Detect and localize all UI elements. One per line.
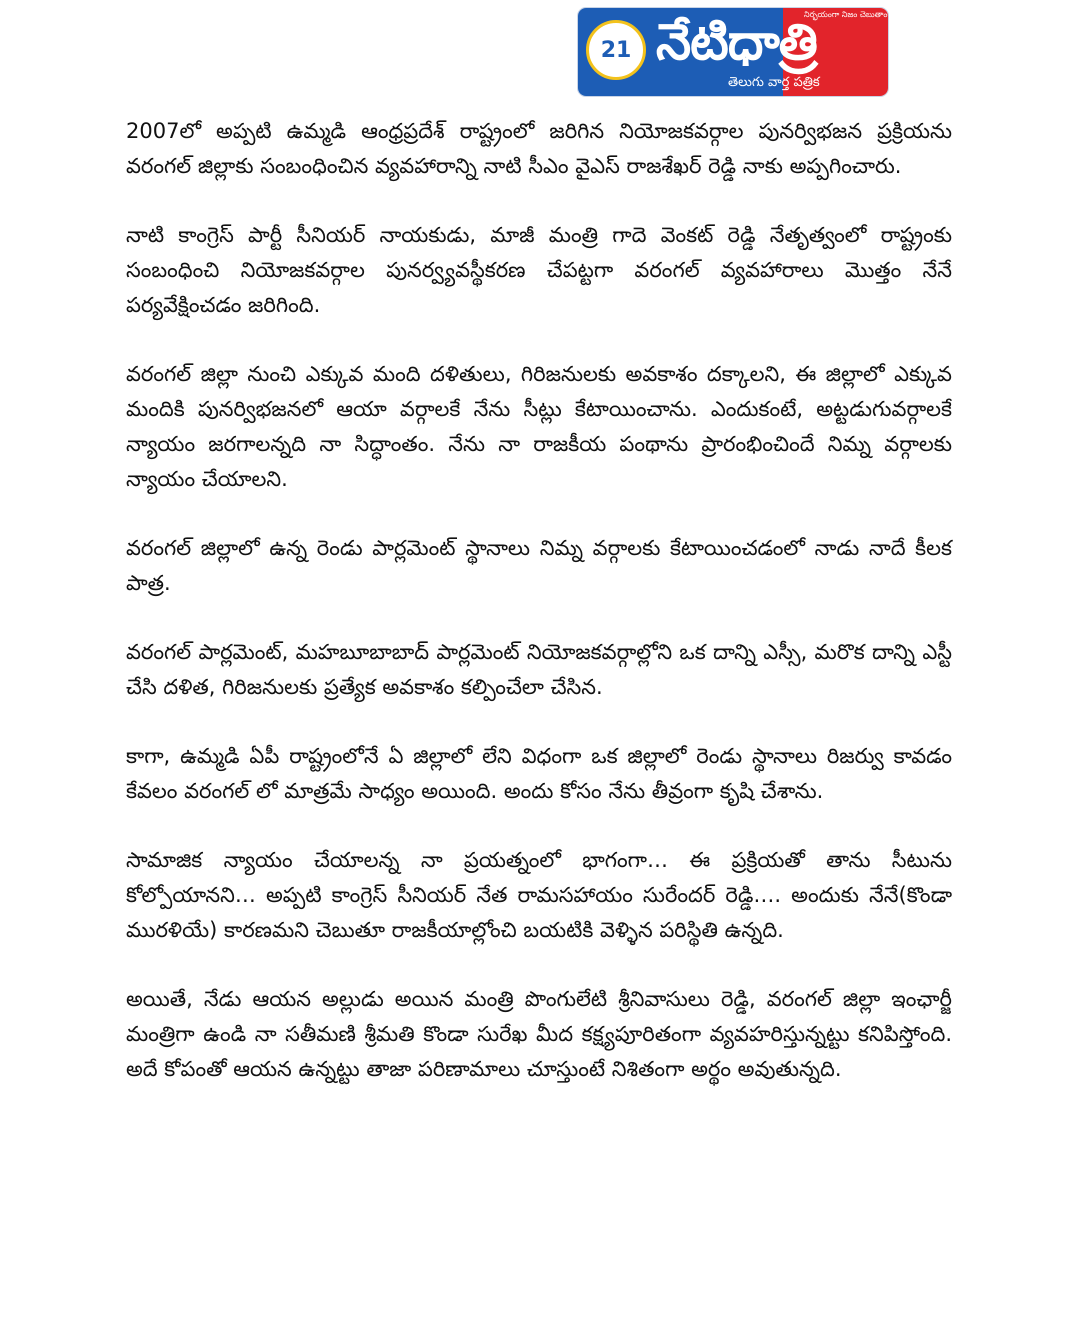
logo-name: నేటిధాత్రి — [656, 13, 817, 71]
paragraph-3: వరంగల్ జిల్లా నుంచి ఎక్కువ మంది దళితులు, గిరిజనులకు అవకాశం దక్కాలని, ఈ జిల్లాలో ఎక్కువ మందికి పునర్విభజనలో ఆయా వర్గాలకే నేను సీట్లు కేటాయించాను. ఎందుకంటే, అట్టడుగువర్గాలకే న్యాయం జరగాలన్నది నా సిద్ధాంతం. నేను నా రాజకీయ పంథాను ప్రారంభించిందే నిమ్న వర్గాలకు న్యాయం చేయాలని. — [126, 362, 952, 491]
newspaper-logo — [578, 8, 888, 96]
logo-tagline: తెలుగు వార్త పత్రిక — [728, 75, 820, 90]
paragraph-2: నాటి కాంగ్రెస్ పార్టీ సీనియర్ నాయకుడు, మాజీ మంత్రి గాదె వెంకట్ రెడ్డి నేతృత్వంలో రాష్ట్రంకు సంబంధించి నియోజకవర్గాల పునర్వ్యవస్థీకరణ చేపట్టగా వరంగల్ వ్యవహారాలు మొత్తం నేనే పర్యవేక్షించడం జరిగింది. — [126, 223, 952, 317]
article-body — [126, 114, 952, 1121]
logo-top-line: నిర్భయంగా నిజం చెబుతాం — [804, 10, 888, 19]
anniversary-badge: 21 — [586, 20, 646, 80]
paragraph-6: కాగా, ఉమ్మడి ఏపీ రాష్ట్రంలోనే ఏ జిల్లాలో లేని విధంగా ఒక జిల్లాలో రెండు స్థానాలు రిజర్వు కావడం కేవలం వరంగల్ లో మాత్రమే సాధ్యం అయింది. అందు కోసం నేను తీవ్రంగా కృషి చేశాను. — [126, 744, 952, 803]
paragraph-1: 2007లో అప్పటి ఉమ్మడి ఆంధ్రప్రదేశ్ రాష్ట్రంలో జరిగిన నియోజకవర్గాల పునర్విభజన ప్రక్రియను వరంగల్ జిల్లాకు సంబంధించిన వ్యవహారాన్ని నాటి సీఎం వైఎస్ రాజశేఖర్ రెడ్డి నాకు అప్పగించారు. — [126, 119, 952, 178]
paragraph-8: అయితే, నేడు ఆయన అల్లుడు అయిన మంత్రి పొంగులేటి శ్రీనివాసులు రెడ్డి, వరంగల్ జిల్లా ఇంఛార్జీ మంత్రిగా ఉండి నా సతీమణి శ్రీమతి కొండా సురేఖ మీద కక్ష్యపూరితంగా వ్యవహరిస్తున్నట్టు కనిపిస్తోంది. అదే కోపంతో ఆయన ఉన్నట్టు తాజా పరిణామాలు చూస్తుంటే నిశితంగా అర్థం అవుతున్నది. — [126, 987, 952, 1081]
paragraph-7: సామాజిక న్యాయం చేయాలన్న నా ప్రయత్నంలో భాగంగా… ఈ ప్రక్రియతో తాను సీటును కోల్పోయానని… అప్పటి కాంగ్రెస్ సీనియర్ నేత రామసహాయం సురేందర్ రెడ్డి…. అందుకు నేనే(కొండా మురళియే) కారణమని చెబుతూ రాజకీయాల్లోంచి బయటికి వెళ్ళిన పరిస్థితి ఉన్నది. — [126, 848, 952, 942]
paragraph-4: వరంగల్ జిల్లాలో ఉన్న రెండు పార్లమెంట్ స్థానాలు నిమ్న వర్గాలకు కేటాయించడంలో నాడు నాదే కీలక పాత్ర. — [126, 536, 952, 595]
paragraph-5: వరంగల్ పార్లమెంట్, మహబూబాబాద్ పార్లమెంట్ నియోజకవర్గాల్లోని ఒక దాన్ని ఎస్సీ, మరొక దాన్ని ఎస్టీ చేసి దళిత, గిరిజనులకు ప్రత్యేక అవకాశం కల్పించేలా చేసిన. — [126, 640, 952, 699]
